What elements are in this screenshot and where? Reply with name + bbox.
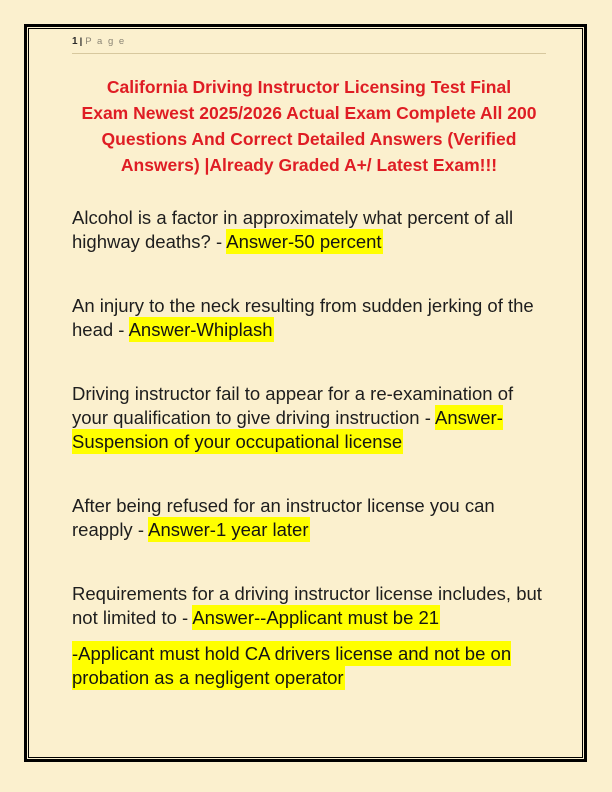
- qa-paragraph: [72, 642, 546, 690]
- page-border-frame: [24, 24, 587, 762]
- qa-block: [72, 294, 546, 342]
- question-text: Requirements for a driving instructor license includes, but not limited to -: [72, 583, 542, 628]
- answer-highlight: Answer-Whiplash: [128, 319, 273, 340]
- page-border-inner-line: [28, 28, 583, 758]
- document-title-line: Exam Newest 2025/2026 Actual Exam Complete All 200: [81, 103, 537, 123]
- document-title-line: California Driving Instructor Licensing Test Final: [106, 77, 512, 97]
- question-text: An injury to the neck resulting from sudden jerking of the head -: [72, 295, 534, 340]
- qa-paragraph: [72, 206, 546, 254]
- question-text: After being refused for an instructor license you can reapply -: [72, 495, 495, 540]
- answer-highlight: Answer--Applicant must be 21: [192, 607, 440, 628]
- question-text: Driving instructor fail to appear for a re-examination of your qualification to give driving instruction -: [72, 383, 514, 428]
- question-text: Alcohol is a factor in approximately what percent of all highway deaths? -: [72, 207, 514, 252]
- qa-block: [72, 494, 546, 542]
- qa-paragraph: [72, 494, 546, 542]
- qa-paragraph: [72, 294, 546, 342]
- page-header-label: P a g e: [85, 36, 126, 47]
- answer-highlight: -Applicant must hold CA drivers license and not be on probation as a negligent operator: [72, 643, 512, 688]
- qa-paragraph: [72, 582, 546, 630]
- answer-highlight: Answer-50 percent: [226, 231, 382, 252]
- qa-paragraph: [72, 382, 546, 454]
- page-header: [72, 35, 546, 54]
- page-number: 1: [72, 36, 78, 47]
- qa-block: [72, 582, 546, 690]
- qa-block: [72, 206, 546, 254]
- answer-highlight: Answer-1 year later: [148, 519, 309, 540]
- qa-block: [72, 382, 546, 454]
- document-title-line: Questions And Correct Detailed Answers (Verified: [101, 129, 517, 149]
- document-title: [72, 74, 546, 178]
- page-content: [29, 29, 582, 757]
- page-header-separator: |: [79, 36, 83, 47]
- answer-highlight: Answer-Suspension of your occupational license: [72, 407, 503, 452]
- document-title-line: Answers) |Already Graded A+/ Latest Exam!!!: [120, 155, 498, 175]
